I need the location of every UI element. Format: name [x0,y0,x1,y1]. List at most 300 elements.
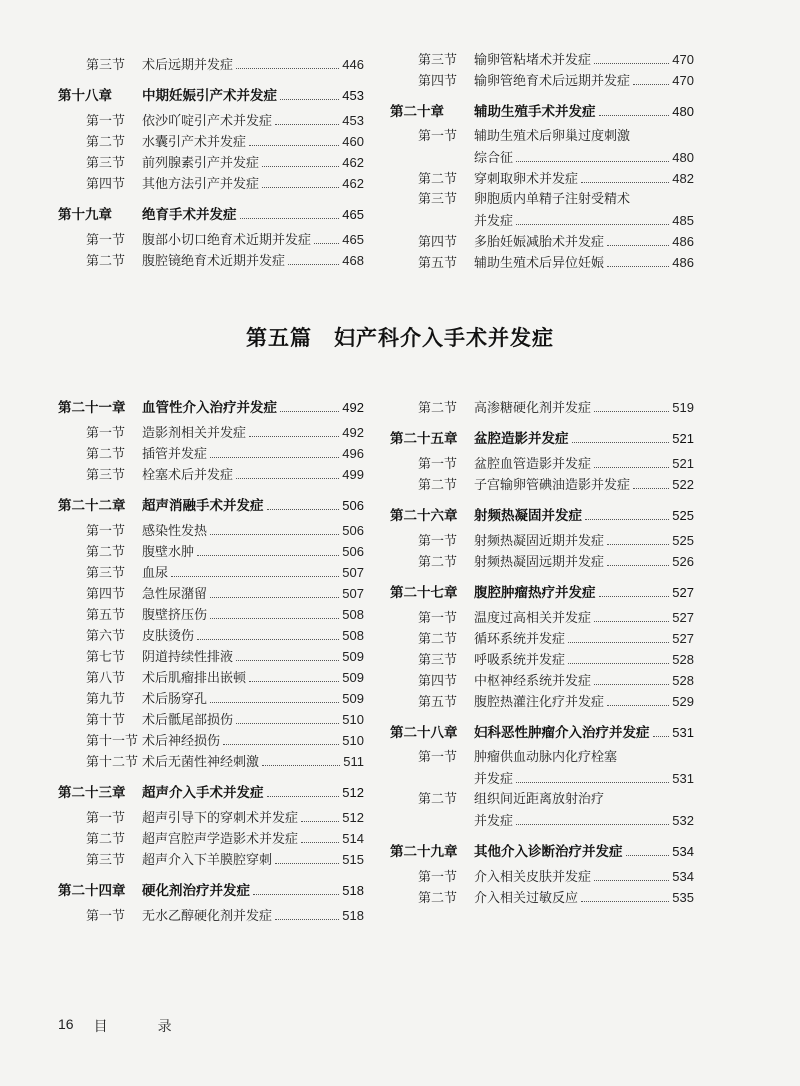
section-page-number: 508 [342,628,364,643]
section-number: 第五节 [418,695,458,710]
section-number: 第二节 [86,447,126,462]
dot-leader [280,411,339,412]
toc-section-entry[interactable] [390,252,694,273]
footer-page-number: 16 [58,1016,74,1032]
toc-section-entry[interactable] [58,443,364,464]
section-number: 第三节 [86,58,126,73]
section-number: 第四节 [86,587,126,602]
section-title: 辅助生殖术后卵巢过度刺激 [474,129,631,144]
dot-leader [267,796,340,797]
section-title: 术后无菌性神经刺激 [142,755,260,770]
chapter-title: 盆腔造影并发症 [474,431,569,447]
section-number: 第二节 [86,832,126,847]
section-title: 腹壁挤压伤 [142,608,208,623]
section-number: 第一节 [86,524,126,539]
section-page-number: 507 [342,565,364,580]
section-page-number: 529 [672,694,694,709]
spacer [390,831,694,841]
dot-leader [516,824,669,825]
chapter-number: 第二十八章 [390,725,458,741]
toc-section-entry-continued[interactable] [390,768,694,789]
toc-section-entry[interactable] [390,887,694,908]
toc-chapter-entry[interactable] [390,505,694,527]
chapter-title: 超声消融手术并发症 [142,498,264,514]
dot-leader [236,660,339,661]
section-page-number: 509 [342,691,364,706]
toc-section-entry[interactable] [390,474,694,495]
toc-section-entry[interactable] [58,541,364,562]
toc-section-entry[interactable] [58,688,364,709]
chapter-page-number: 492 [342,400,364,415]
chapter-page-number: 512 [342,785,364,800]
toc-section-entry[interactable] [390,551,694,572]
section-page-number: 512 [342,810,364,825]
toc-section-entry-continued[interactable] [390,210,694,231]
section-page-number: 527 [672,631,694,646]
section-number: 第四节 [418,74,458,89]
dot-leader [314,243,339,244]
toc-section-entry[interactable] [390,607,694,628]
section-page-number: 511 [343,754,364,769]
dot-leader [516,161,669,162]
toc-section-entry[interactable] [58,562,364,583]
section-page-number: 480 [672,150,694,165]
toc-chapter-entry[interactable] [58,397,364,419]
section-page-number: 528 [672,652,694,667]
section-page-number: 499 [342,467,364,482]
dot-leader [607,266,669,267]
footer-label: 目 录 [93,1019,190,1035]
spacer [58,870,364,880]
dot-leader [653,736,670,737]
chapter-number: 第二十一章 [58,400,126,416]
section-number: 第四节 [418,674,458,689]
spacer [390,91,694,101]
section-page-number: 510 [342,733,364,748]
toc-section-entry[interactable] [390,747,694,768]
section-title: 超声引导下的穿刺术并发症 [142,811,299,826]
section-title: 术后肌瘤排出嵌顿 [142,671,247,686]
toc-section-entry[interactable] [390,189,694,210]
section-number: 第二节 [418,632,458,647]
dot-leader [249,436,339,437]
toc-section-entry[interactable] [58,604,364,625]
section-title: 温度过高相关并发症 [474,611,592,626]
section-page-number: 486 [672,255,694,270]
dot-leader [599,596,670,597]
dot-leader [280,99,339,100]
chapter-number: 第十八章 [58,88,112,104]
section-title: 腹腔镜绝育术近期并发症 [142,254,286,269]
section-title: 造影剂相关并发症 [142,426,247,441]
section-title: 栓塞术后并发症 [142,468,234,483]
chapter-page-number: 480 [672,104,694,119]
section-title: 依沙吖啶引产术并发症 [142,114,273,129]
section-page-number: 470 [672,73,694,88]
chapter-number: 第二十七章 [390,585,458,601]
toc-section-entry[interactable] [58,667,364,688]
section-page-number: 526 [672,554,694,569]
section-title: 盆腔血管造影并发症 [474,457,592,472]
toc-section-entry[interactable] [390,397,694,418]
toc-chapter-entry[interactable] [390,841,694,863]
toc-section-entry-continued[interactable] [390,810,694,831]
dot-leader [262,765,340,766]
dot-leader [210,618,339,619]
spacer [390,712,694,722]
section-page-number: 486 [672,234,694,249]
dot-leader [301,842,339,843]
section-page-number: 521 [672,456,694,471]
section-page-number: 534 [672,869,694,884]
section-page-number: 522 [672,477,694,492]
section-number: 第二节 [86,135,126,150]
toc-section-entry[interactable] [58,807,364,828]
section-number: 第六节 [86,629,126,644]
toc-section-entry[interactable] [390,628,694,649]
toc-chapter-entry[interactable] [58,85,364,107]
toc-section-entry[interactable] [58,646,364,667]
dot-leader [607,705,669,706]
section-title: 皮肤烫伤 [142,629,195,644]
dot-leader [516,782,669,783]
dot-leader [568,642,669,643]
section-number: 第二节 [418,401,458,416]
dot-leader [301,821,339,822]
section-page-number: 508 [342,607,364,622]
section-number: 第四节 [418,235,458,250]
section-page-number: 470 [672,52,694,67]
toc-section-entry[interactable] [58,173,364,194]
section-title: 感染性发热 [142,524,208,539]
section-number: 第三节 [86,468,126,483]
section-title: 腹部小切口绝育术近期并发症 [142,233,312,248]
section-page-number: 519 [672,400,694,415]
dot-leader [262,166,339,167]
section-number: 第三节 [86,853,126,868]
toc-column-top-left [58,54,364,271]
dot-leader [210,457,339,458]
section-number: 第五节 [86,608,126,623]
chapter-title: 腹腔肿瘤热疗并发症 [474,585,596,601]
section-number: 第九节 [86,692,126,707]
toc-section-entry[interactable] [58,422,364,443]
chapter-page-number: 518 [342,883,364,898]
dot-leader [171,576,339,577]
section-page-number: 460 [342,134,364,149]
toc-chapter-entry[interactable] [58,204,364,226]
chapter-number: 第二十四章 [58,883,126,899]
chapter-number: 第二十五章 [390,431,458,447]
chapter-number: 第二十九章 [390,844,458,860]
section-number: 第四节 [86,177,126,192]
section-title: 腹壁水肿 [142,545,195,560]
toc-section-entry[interactable] [58,751,364,772]
section-title: 呼吸系统并发症 [474,653,566,668]
toc-chapter-entry[interactable] [58,782,364,804]
dot-leader [581,182,669,183]
spacer [58,194,364,204]
section-title: 介入相关皮肤并发症 [474,870,592,885]
toc-chapter-entry[interactable] [390,428,694,450]
section-page-number: 506 [342,544,364,559]
section-title: 术后神经损伤 [142,734,221,749]
section-number: 第一节 [86,233,126,248]
toc-section-entry[interactable] [58,625,364,646]
section-title: 输卵管粘堵术并发症 [474,53,592,68]
chapter-title: 其他介入诊断治疗并发症 [474,844,623,860]
section-title: 肿瘤供血动脉内化疗栓塞 [474,750,618,765]
section-title: 输卵管绝育术后远期并发症 [474,74,631,89]
section-title: 超声介入下羊膜腔穿刺 [142,853,273,868]
toc-section-entry[interactable] [58,583,364,604]
toc-chapter-entry[interactable] [390,722,694,744]
section-title: 阴道持续性排液 [142,650,234,665]
chapter-page-number: 527 [672,585,694,600]
spacer [390,495,694,505]
chapter-number: 第二十章 [390,104,444,120]
toc-section-entry[interactable] [58,849,364,870]
dot-leader [594,684,669,685]
section-number: 第一节 [418,611,458,626]
section-number: 第三节 [418,653,458,668]
section-title: 射频热凝固近期并发症 [474,534,605,549]
dot-leader [594,411,669,412]
section-title: 辅助生殖术后异位妊娠 [474,256,605,271]
section-title: 术后骶尾部损伤 [142,713,234,728]
toc-section-entry[interactable] [58,131,364,152]
chapter-page-number: 453 [342,88,364,103]
chapter-number: 第二十三章 [58,785,126,801]
toc-section-entry[interactable] [390,670,694,691]
section-page-number: 535 [672,890,694,905]
section-title: 中枢神经系统并发症 [474,674,592,689]
dot-leader [607,565,669,566]
section-number: 第一节 [418,129,458,144]
toc-section-entry[interactable] [58,520,364,541]
dot-leader [197,639,339,640]
section-page-number: 485 [672,213,694,228]
chapter-page-number: 521 [672,431,694,446]
dot-leader [594,621,669,622]
section-title: 多胎妊娠减胎术并发症 [474,235,605,250]
toc-section-entry[interactable] [58,828,364,849]
section-page-number: 510 [342,712,364,727]
section-number: 第十一节 [86,734,139,749]
toc-section-entry[interactable] [390,49,694,70]
chapter-page-number: 506 [342,498,364,513]
section-page-number: 453 [342,113,364,128]
section-number: 第八节 [86,671,126,686]
chapter-title: 中期妊娠引产术并发症 [142,88,277,104]
dot-leader [581,901,669,902]
chapter-title: 绝育手术并发症 [142,207,237,223]
toc-section-entry[interactable] [58,229,364,250]
section-page-number: 468 [342,253,364,268]
toc-section-entry[interactable] [58,152,364,173]
toc-section-entry[interactable] [58,730,364,751]
section-title: 血尿 [142,566,169,581]
section-title: 卵胞质内单精子注射受精术 [474,192,631,207]
dot-leader [599,115,670,116]
toc-chapter-entry[interactable] [390,582,694,604]
section-number: 第二节 [86,545,126,560]
dot-leader [572,442,670,443]
section-number: 第一节 [86,114,126,129]
toc-column-bottom-right [390,397,694,908]
section-page-number: 509 [342,649,364,664]
section-number: 第二节 [418,172,458,187]
dot-leader [626,855,670,856]
toc-section-entry[interactable] [390,126,694,147]
section-page-number: 515 [342,852,364,867]
toc-section-entry[interactable] [390,649,694,670]
section-title: 介入相关过敏反应 [474,891,579,906]
section-number: 第二节 [418,792,458,807]
section-number: 第三节 [418,53,458,68]
section-number: 第五节 [418,256,458,271]
section-number: 第二节 [418,891,458,906]
section-page-number: 518 [342,908,364,923]
section-title: 高渗糖硬化剂并发症 [474,401,592,416]
section-title: 术后远期并发症 [142,58,234,73]
toc-column-top-right [390,49,694,273]
section-title: 射频热凝固远期并发症 [474,555,605,570]
dot-leader [236,478,339,479]
spacer [58,75,364,85]
dot-leader [275,863,339,864]
section-number: 第三节 [86,566,126,581]
chapter-title: 射频热凝固并发症 [474,508,582,524]
dot-leader [633,84,669,85]
section-number: 第一节 [418,534,458,549]
dot-leader [240,218,340,219]
section-title: 组织间近距离放射治疗 [474,792,605,807]
chapter-title: 血管性介入治疗并发症 [142,400,277,416]
chapter-title: 辅助生殖手术并发症 [474,104,596,120]
section-title: 穿刺取卵术并发症 [474,172,579,187]
section-page-number: 462 [342,155,364,170]
toc-section-entry[interactable] [390,231,694,252]
section-title-continued: 并发症 [474,214,514,229]
section-title: 超声宫腔声学造影术并发症 [142,832,299,847]
toc-section-entry[interactable] [58,905,364,926]
section-title: 其他方法引产并发症 [142,177,260,192]
dot-leader [262,187,339,188]
section-page-number: 496 [342,446,364,461]
toc-section-entry[interactable] [58,54,364,75]
chapter-title: 妇科恶性肿瘤介入治疗并发症 [474,725,650,741]
dot-leader [568,663,669,664]
dot-leader [210,702,339,703]
toc-section-entry[interactable] [58,709,364,730]
chapter-title: 硬化剂治疗并发症 [142,883,250,899]
section-page-number: 514 [342,831,364,846]
toc-section-entry[interactable] [58,110,364,131]
section-number: 第七节 [86,650,126,665]
toc-column-bottom-left [58,397,364,926]
dot-leader [267,509,340,510]
section-number: 第三节 [86,156,126,171]
dot-leader [236,723,339,724]
section-number: 第一节 [86,426,126,441]
section-page-number: 446 [342,57,364,72]
section-page-number: 465 [342,232,364,247]
toc-section-entry[interactable] [390,530,694,551]
section-title-continued: 并发症 [474,814,514,829]
page-footer [58,1016,190,1036]
section-number: 第二节 [86,254,126,269]
section-title: 水囊引产术并发症 [142,135,247,150]
section-number: 第十节 [86,713,126,728]
section-title: 无水乙醇硬化剂并发症 [142,909,273,924]
toc-section-entry[interactable] [390,866,694,887]
dot-leader [607,544,669,545]
toc-section-entry[interactable] [390,168,694,189]
toc-section-entry[interactable] [390,453,694,474]
dot-leader [516,224,669,225]
dot-leader [197,555,339,556]
chapter-page-number: 531 [672,725,694,740]
section-title: 插管并发症 [142,447,208,462]
dot-leader [275,124,339,125]
section-number: 第一节 [418,750,458,765]
section-title: 术后肠穿孔 [142,692,208,707]
section-title-continued: 并发症 [474,772,514,787]
chapter-title: 超声介入手术并发症 [142,785,264,801]
section-number: 第二节 [418,478,458,493]
dot-leader [253,894,339,895]
dot-leader [275,919,339,920]
dot-leader [236,68,339,69]
dot-leader [288,264,339,265]
section-page-number: 506 [342,523,364,538]
section-number: 第一节 [86,909,126,924]
toc-section-entry-continued[interactable] [390,147,694,168]
spacer [58,485,364,495]
dot-leader [594,63,669,64]
section-number: 第二节 [418,555,458,570]
section-page-number: 528 [672,673,694,688]
dot-leader [249,681,339,682]
spacer [58,772,364,782]
spacer [390,418,694,428]
toc-section-entry[interactable] [390,691,694,712]
toc-section-entry[interactable] [390,789,694,810]
dot-leader [249,145,339,146]
toc-section-entry[interactable] [58,250,364,271]
chapter-page-number: 525 [672,508,694,523]
spacer [390,572,694,582]
section-number: 第十二节 [86,755,139,770]
section-title: 急性尿潴留 [142,587,208,602]
toc-chapter-entry[interactable] [58,880,364,902]
section-title-continued: 综合征 [474,151,514,166]
section-title: 子宫输卵管碘油造影并发症 [474,478,631,493]
section-title: 腹腔热灌注化疗并发症 [474,695,605,710]
dot-leader [607,245,669,246]
toc-section-entry[interactable] [390,70,694,91]
toc-section-entry[interactable] [58,464,364,485]
chapter-page-number: 534 [672,844,694,859]
section-page-number: 527 [672,610,694,625]
section-page-number: 509 [342,670,364,685]
toc-chapter-entry[interactable] [58,495,364,517]
section-page-number: 462 [342,176,364,191]
toc-chapter-entry[interactable] [390,101,694,123]
chapter-page-number: 465 [342,207,364,222]
section-number: 第三节 [418,192,458,207]
